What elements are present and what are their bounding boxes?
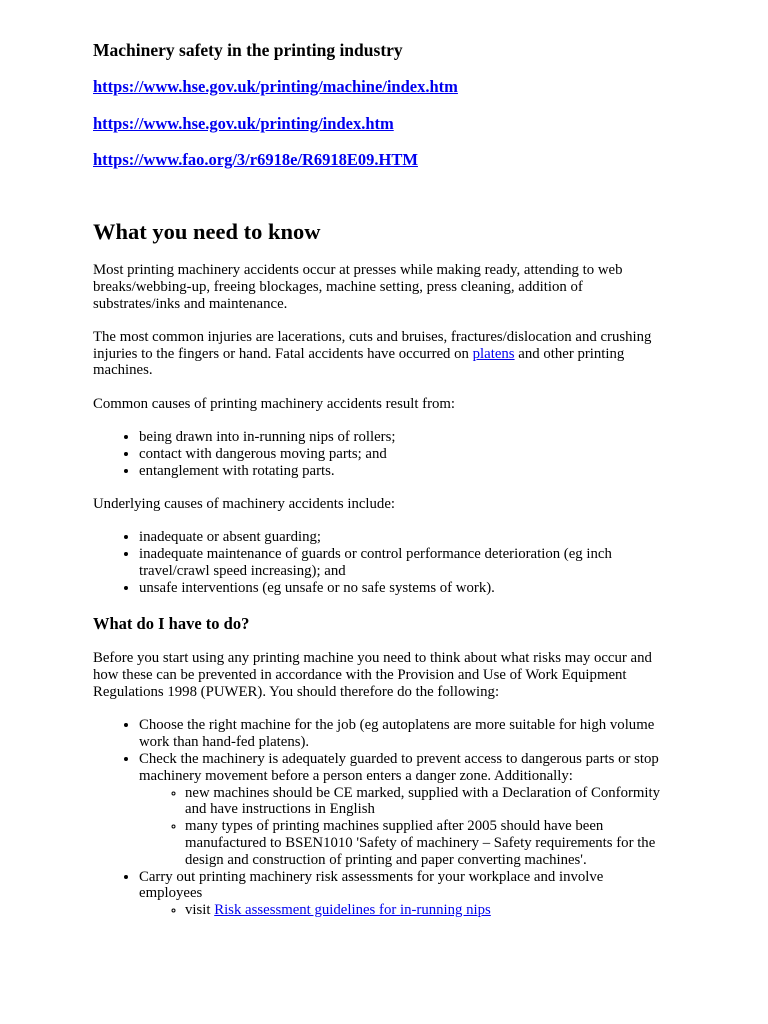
list-item-risk-assessment	[139, 869, 663, 919]
common-causes-list	[93, 429, 663, 479]
sub-list-item: ◦ many types of printing machines supplied after 2005 should have been manufactured to BSEN1010 'Safety of machinery – Safety requirements for the design and construction of printing and paper converting machines'.	[185, 818, 663, 868]
source-link-fao[interactable]: https://www.fao.org/3/r6918e/R6918E09.HTM	[93, 150, 418, 169]
actions-list	[93, 717, 663, 919]
risk-assessment-sub-list	[139, 902, 663, 919]
list-item: • entanglement with rotating parts.	[139, 463, 663, 480]
document-page	[93, 40, 663, 935]
list-item: • contact with dangerous moving parts; and	[139, 446, 663, 463]
platens-link[interactable]: platens	[472, 345, 515, 362]
list-item: • unsafe interventions (eg unsafe or no safe systems of work).	[139, 580, 663, 597]
list-item: • inadequate maintenance of guards or control performance deterioration (eg inch travel/crawl speed increasing); and	[139, 546, 663, 580]
list-item: • being drawn into in-running nips of rollers;	[139, 429, 663, 446]
list-item: • inadequate or absent guarding;	[139, 529, 663, 546]
document-title: Machinery safety in the printing industry	[93, 40, 403, 60]
list-item-text: Carry out printing machinery risk assessments for your workplace and involve employees	[139, 868, 604, 902]
guarding-sub-list	[139, 785, 663, 869]
source-link-hse-machine[interactable]: https://www.hse.gov.uk/printing/machine/index.htm	[93, 77, 458, 96]
paragraph-common-causes: Common causes of printing machinery accidents result from:	[93, 395, 456, 412]
sub-list-item: ◦ new machines should be CE marked, supplied with a Declaration of Conformity and have instructions in English	[185, 785, 663, 819]
sub-list-item-text: visit	[185, 902, 215, 919]
heading-what-do-i-have-to-do: What do I have to do?	[93, 614, 250, 634]
paragraph-text: and other printing machines.	[93, 345, 625, 379]
paragraph-accidents-occur: Most printing machinery accidents occur at presses while making ready, attending to web breaks/webbing-up, freeing blockages, machine setting, press cleaning, addition of substrates/inks and maintenance.	[93, 262, 623, 312]
list-item-check-guarding	[139, 751, 663, 869]
heading-what-you-need-to-know: What you need to know	[93, 219, 321, 244]
paragraph-before-you-start: Before you start using any printing machine you need to think about what risks may occur and how these can be prevented in accordance with the Provision and Use of Work Equipment Regulations 1998 (PUWER). You should therefore do the following:	[93, 650, 652, 701]
list-item-choose-machine: • Choose the right machine for the job (eg autoplatens are more suitable for high volume work than hand-fed platens).	[139, 717, 663, 751]
paragraph-common-injuries	[93, 329, 663, 379]
paragraph-underlying-causes: Underlying causes of machinery accidents include:	[93, 495, 395, 512]
underlying-causes-list	[93, 529, 663, 596]
sub-list-item	[185, 902, 663, 919]
paragraph-text: The most common injuries are lacerations, cuts and bruises, fractures/dislocation and crushing injuries to the fingers or hand. Fatal accidents have occurred on	[93, 328, 652, 362]
list-item-text: Check the machinery is adequately guarded to prevent access to dangerous parts or stop machinery movement before a person enters a danger zone. Additionally:	[139, 750, 659, 784]
source-link-hse-printing[interactable]: https://www.hse.gov.uk/printing/index.htm	[93, 113, 394, 133]
risk-assessment-guidelines-link[interactable]: Risk assessment guidelines for in-running nips	[214, 902, 491, 919]
